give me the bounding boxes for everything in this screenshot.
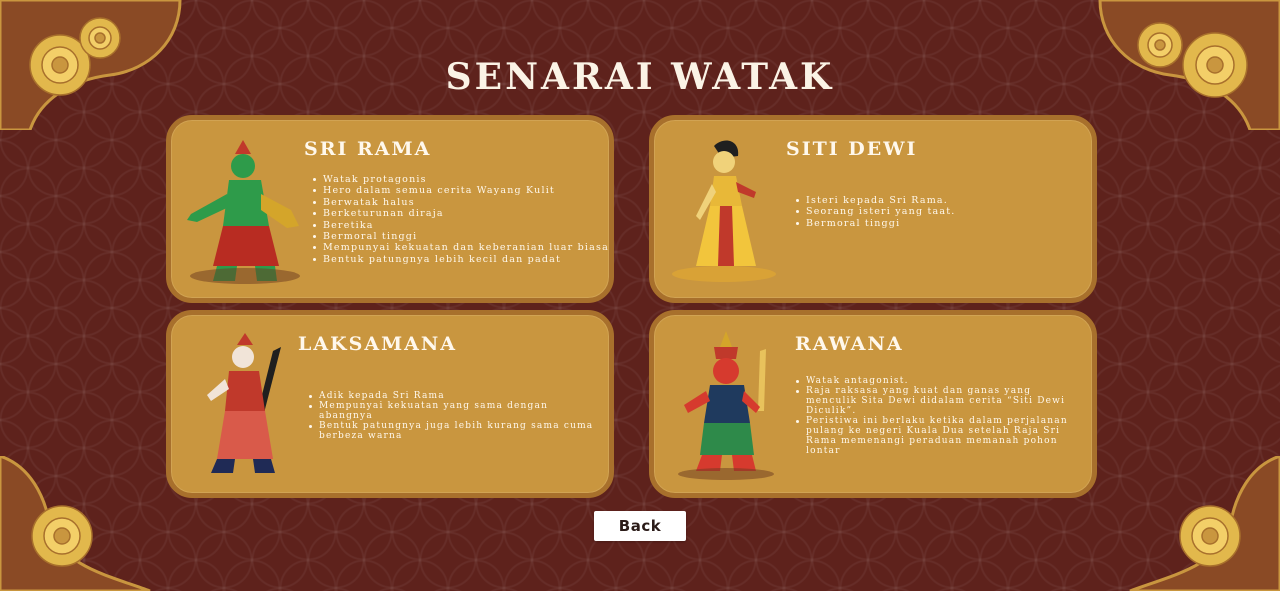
corner-ornament-bottom-right bbox=[1090, 456, 1280, 591]
character-card-sri-rama bbox=[166, 115, 614, 303]
character-traits-list bbox=[307, 391, 597, 441]
list-item: Bentuk patungnya juga lebih kurang sama cuma berbeza warna bbox=[307, 421, 597, 441]
list-item: Mempunyai kekuatan dan keberanian luar biasa bbox=[311, 242, 611, 253]
character-traits-list bbox=[794, 195, 1084, 229]
corner-ornament-bottom-left bbox=[0, 456, 190, 591]
list-item: Adik kepada Sri Rama bbox=[307, 391, 597, 401]
character-card-rawana bbox=[649, 310, 1097, 498]
back-button[interactable]: Back bbox=[594, 511, 686, 541]
list-item: Bentuk patungnya lebih kecil dan padat bbox=[311, 254, 611, 265]
page-title: SENARAI WATAK bbox=[445, 56, 835, 98]
list-item: Bermoral tinggi bbox=[794, 218, 1084, 229]
list-item: Isteri kepada Sri Rama. bbox=[794, 195, 1084, 206]
list-item: Hero dalam semua cerita Wayang Kulit bbox=[311, 185, 611, 196]
list-item: Seorang isteri yang taat. bbox=[794, 206, 1084, 217]
character-name: LAKSAMANA bbox=[298, 333, 457, 355]
character-name: SRI RAMA bbox=[304, 138, 432, 160]
list-item: Bermoral tinggi bbox=[311, 231, 611, 242]
character-name: SITI DEWI bbox=[786, 138, 918, 160]
character-name: RAWANA bbox=[795, 333, 904, 355]
list-item: Mempunyai kekuatan yang sama dengan abangnya bbox=[307, 401, 597, 421]
siti-dewi-puppet-image bbox=[660, 136, 788, 286]
character-traits-list bbox=[311, 174, 611, 265]
character-card-laksamana bbox=[166, 310, 614, 498]
character-traits-list bbox=[794, 376, 1084, 456]
list-item: Peristiwa ini berlaku ketika dalam perjalanan pulang ke negeri Kuala Dua setelah Raja Sri Rama memenangi peraduan memanah pohon lontar bbox=[794, 416, 1084, 456]
list-item: Berwatak halus bbox=[311, 197, 611, 208]
list-item: Berketurunan diraja bbox=[311, 208, 611, 219]
list-item: Watak antagonist. bbox=[794, 376, 1084, 386]
list-item: Watak protagonis bbox=[311, 174, 611, 185]
list-item: Raja raksasa yang kuat dan ganas yang menculik Sita Dewi didalam cerita “Siti Dewi Diculik”. bbox=[794, 386, 1084, 416]
list-item: Beretika bbox=[311, 220, 611, 231]
rawana-puppet-image bbox=[660, 331, 788, 481]
character-card-siti-dewi bbox=[649, 115, 1097, 303]
sri-rama-puppet-image bbox=[177, 136, 305, 286]
laksamana-puppet-image bbox=[177, 331, 305, 481]
